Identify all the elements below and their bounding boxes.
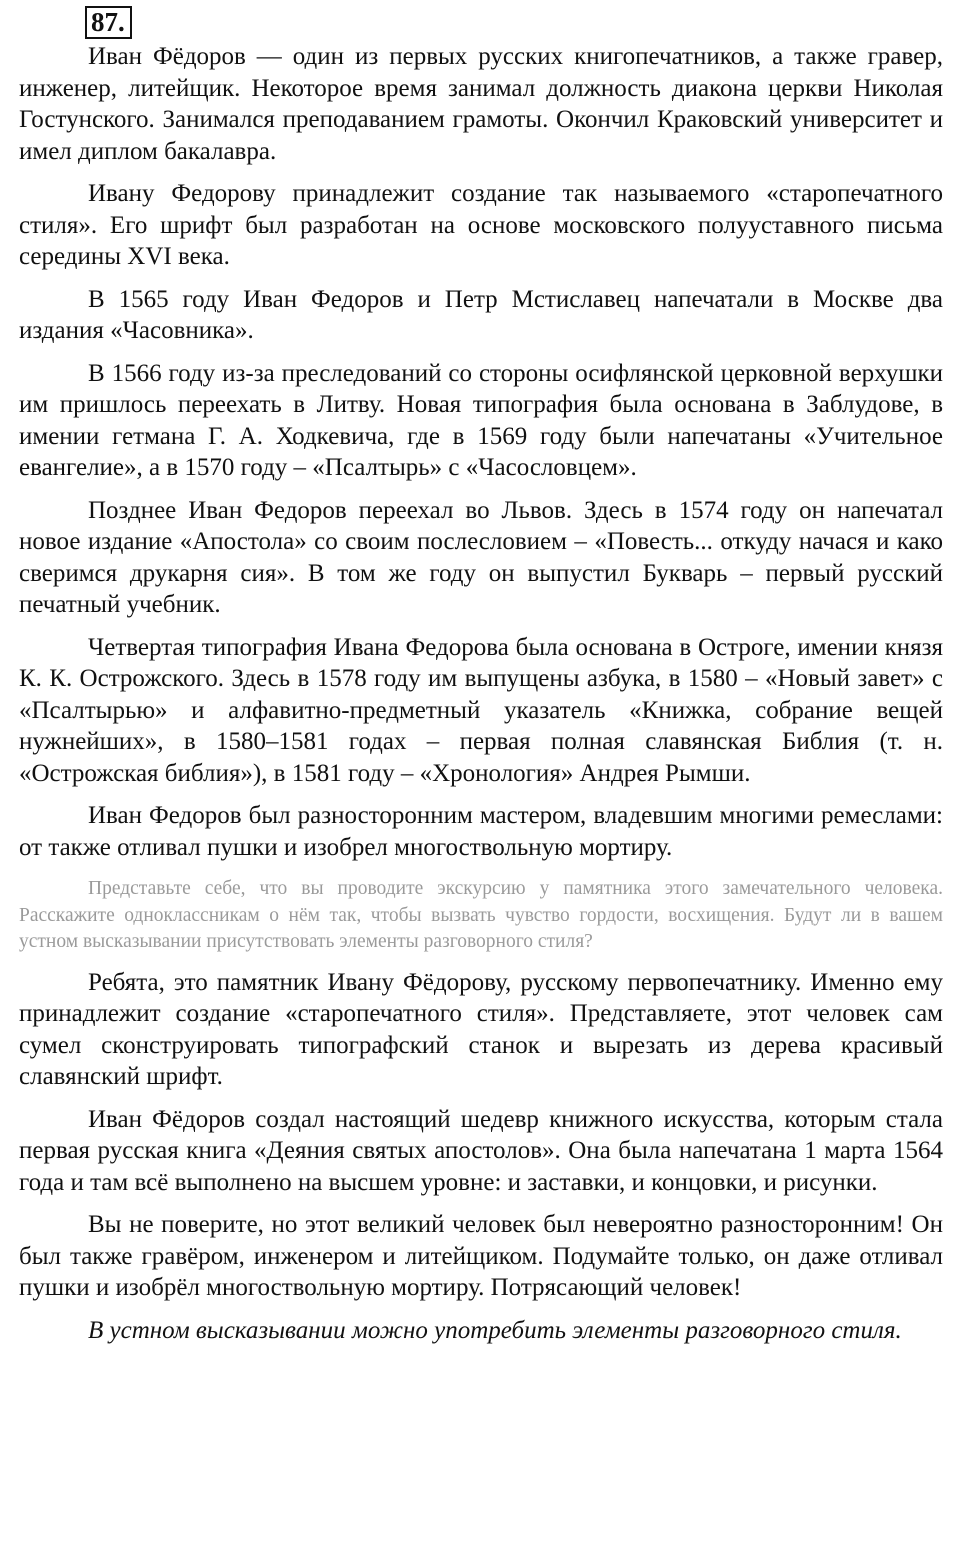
paragraph-3: В 1565 году Иван Федоров и Петр Мстиславец напечатали в Москве два издания «Часовника». [19,285,943,344]
conclusion: В устном высказывании можно употребить элементы разговорного стиля. [88,1316,902,1344]
answer-paragraph-1: Ребята, это памятник Ивану Фёдорову, русскому первопечатнику. Именно ему принадлежит создание «старопечатного стиля». Представляете, этот человек сам сумел сконструировать типографский станок и вырезать из дерева красивый славянский шрифт. [19,968,943,1090]
paragraph-4: В 1566 году из-за преследований со стороны осифлянской церковной верхушки им пришлось переехать в Литву. Новая типография была основана в Заблудове, в имении гетмана Г. А. Ходкевича, где в 1569 году были напечатаны «Учительное евангелие», а в 1570 году – «Псалтырь» с «Часословцем». [19,359,943,481]
task-instruction: Представьте себе, что вы проводите экскурсию у памятника этого замечательного человека. Расскажите одноклассникам о нём так, чтобы вызвать чувство гордости, восхищения. Будут ли в вашем устном высказывании присутствовать элементы разговорного стиля? [19,878,943,952]
paragraph-6: Четвертая типография Ивана Федорова была основана в Остроге, имении князя К. К. Острожского. Здесь в 1578 году им выпущены азбука, в 1580 – «Новый завет» с «Псалтырью» и алфавитно-предметный указатель «Книжка, собрание вещей нужнейших», в 1580–1581 годах – первая полная славянская Библия (т. н. «Острожская библия»), в 1581 году – «Хронология» Андрея Рымши. [19,633,943,787]
answer-paragraph-2: Иван Фёдоров создал настоящий шедевр книжного искусства, которым стала первая русская книга «Деяния святых апостолов». Она была напечатана 1 марта 1564 года и там всё выполнено на высшем уровне: и заставки, и концовки, и рисунки. [19,1105,943,1196]
paragraph-7: Иван Федоров был разносторонним мастером, владевшим многими ремеслами: от также отливал пушки и изобрел многоствольную мортиру. [19,802,943,861]
task-number: 87. [85,6,132,39]
document-page [19,6,943,1346]
paragraph-2: Ивану Федорову принадлежит создание так называемого «старопечатного стиля». Его шрифт был разработан на основе московского полууставного письма середины XVI века. [19,180,943,270]
paragraph-1: Иван Фёдоров — один из первых русских книгопечатников, а также гравер, инженер, литейщик. Некоторое время занимал должность диакона церкви Николая Гостунского. Занимался преподаванием грамоты. Окончил Краковский университет и имел диплом бакалавра. [19,43,943,165]
answer-paragraph-3: Вы не поверите, но этот великий человек был невероятно разносторонним! Он был также гравёром, инженером и литейщиком. Подумайте только, он даже отливал пушки и изобрёл многоствольную мортиру. Потрясающий человек! [19,1211,943,1301]
paragraph-5: Позднее Иван Федоров переехал во Львов. Здесь в 1574 году он напечатал новое издание «Апостола» со своим послесловием – «Повесть... откуду начася и како сверимся друкарня сия». В том же году он выпустил Букварь – первый русский печатный учебник. [19,496,943,618]
